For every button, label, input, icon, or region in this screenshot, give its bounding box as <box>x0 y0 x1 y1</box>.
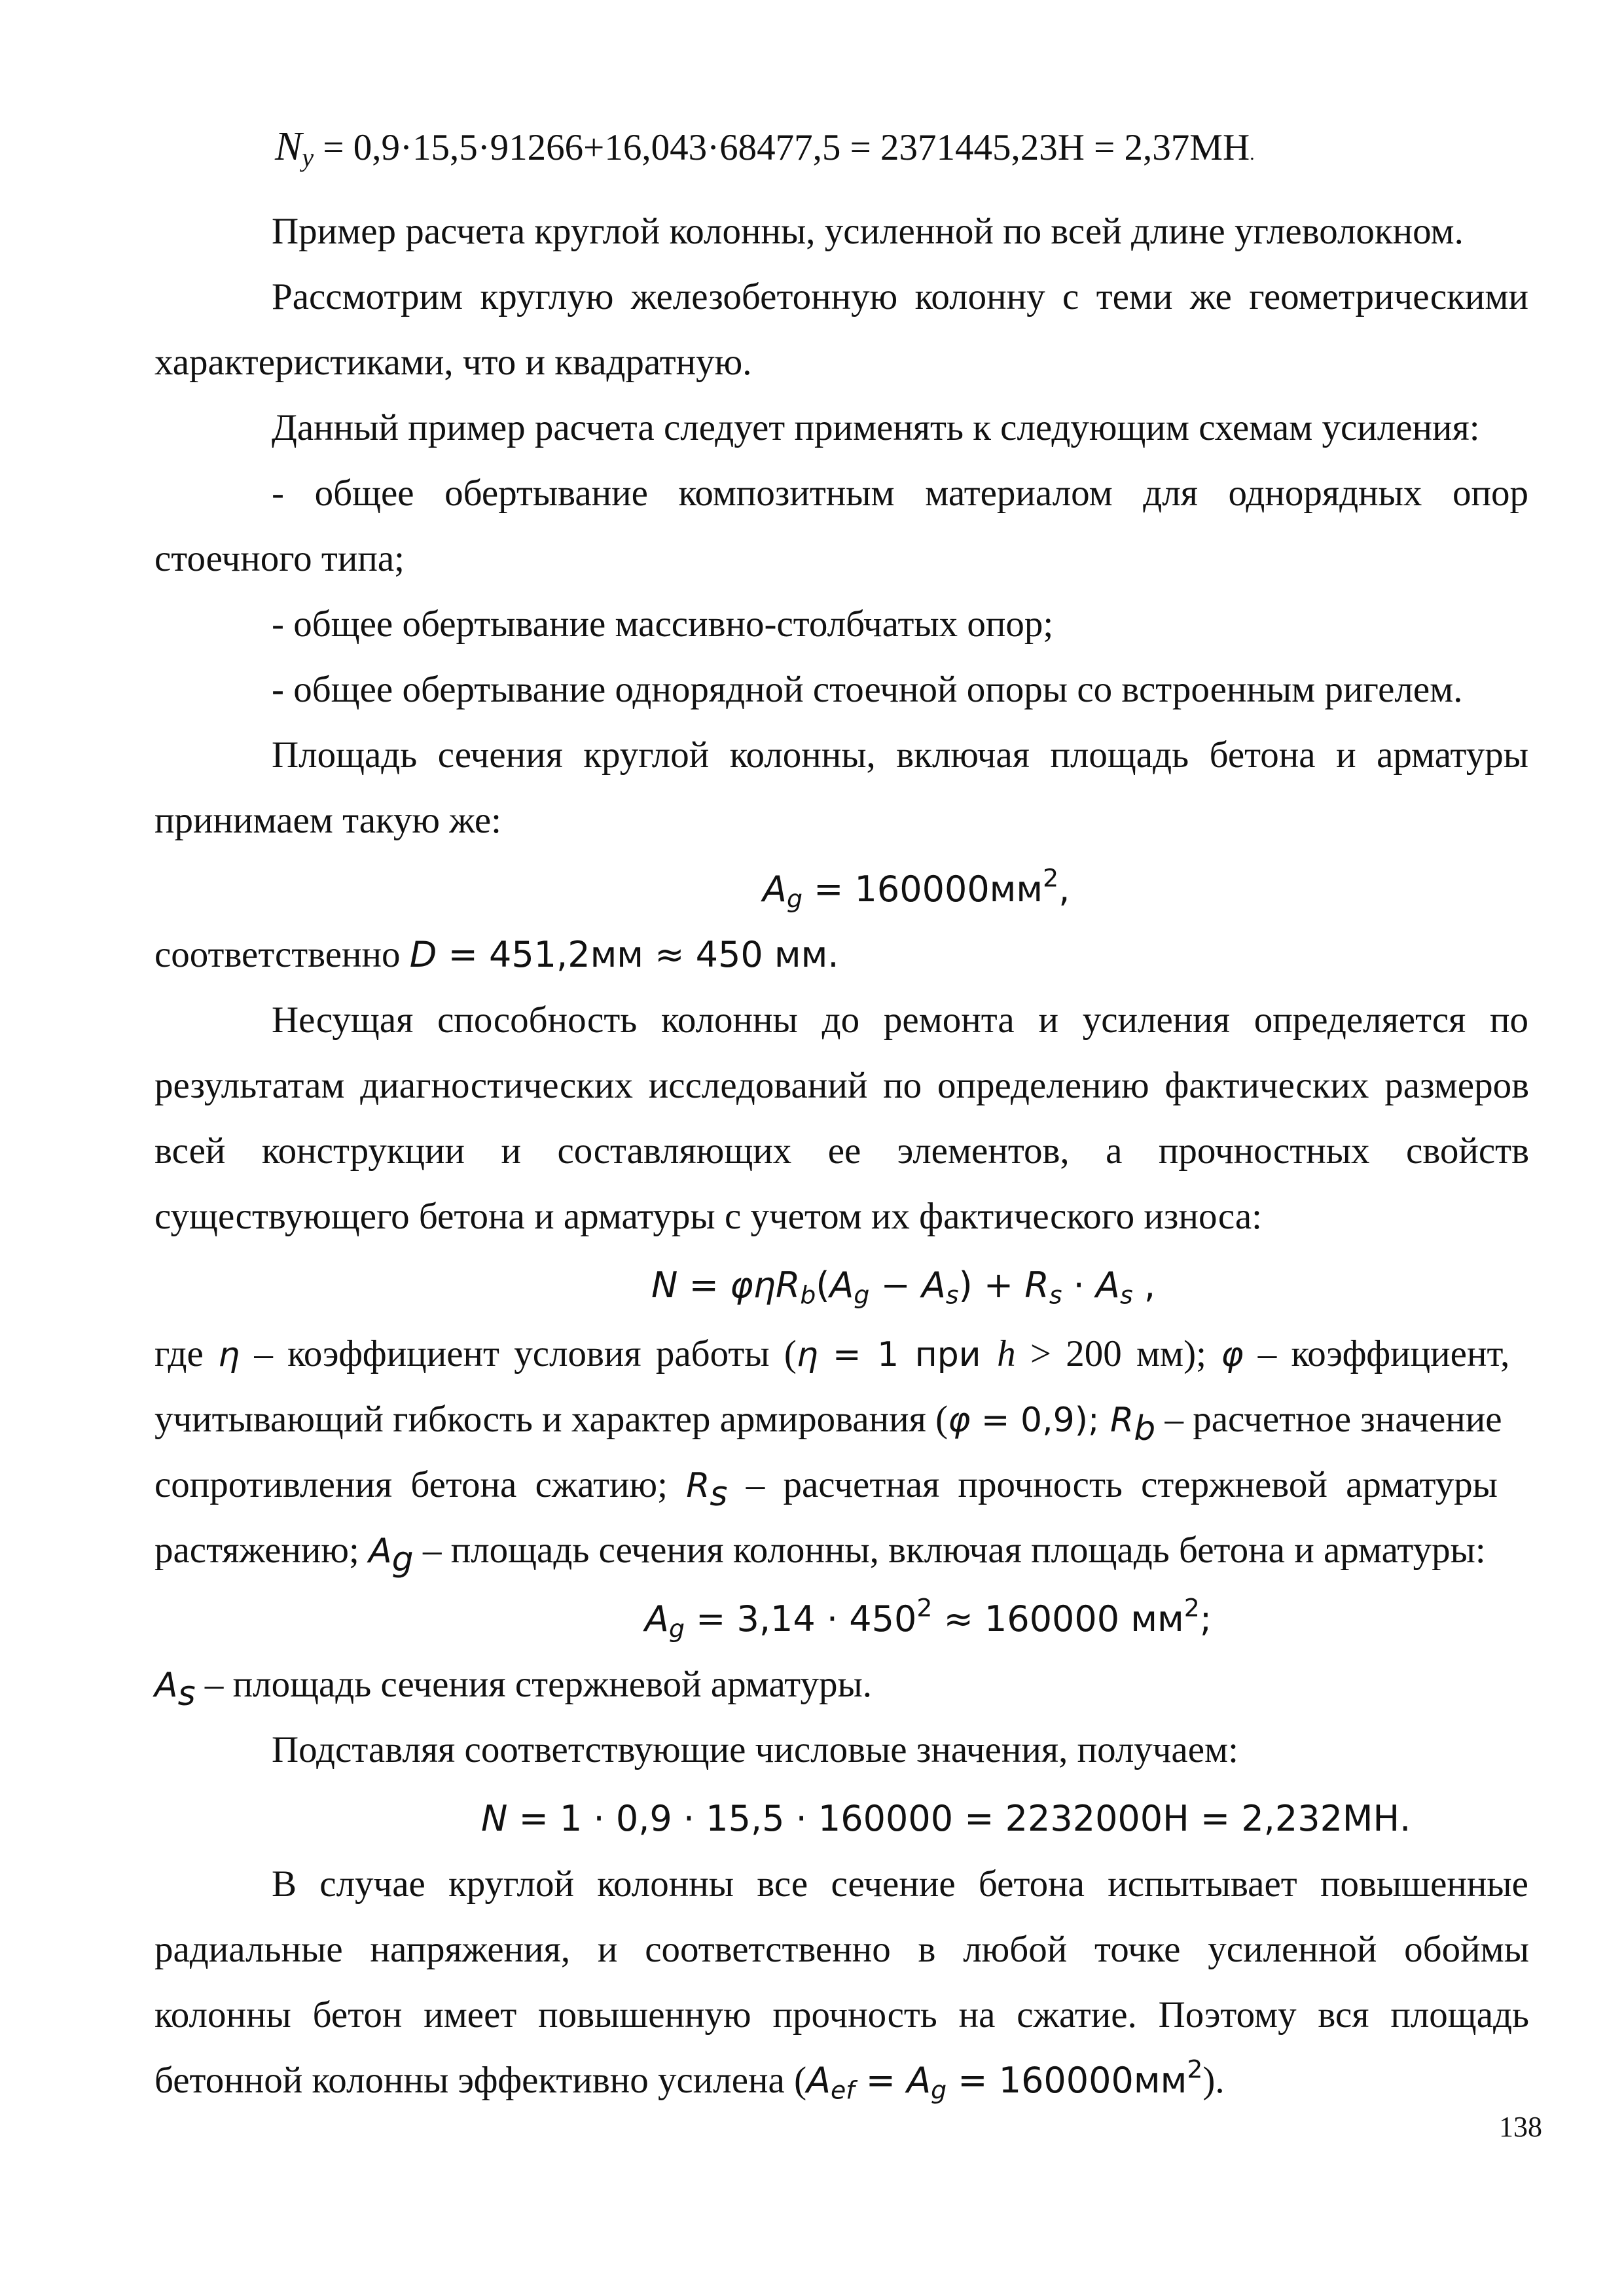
paragraph-4-line-4: существующего бетона и арматуры с учетом их фактического износа: <box>154 1196 1262 1237</box>
section-heading: Пример расчета круглой колонны, усиленной по всей длине углеволокном. <box>272 211 1464 252</box>
formula-ny: $N_y = 0,9\cdot 15,5\cdot 91266+16,043\cdot 68477,5 = 2371445,23Н = 2,37МН$. <box>275 124 1255 172</box>
formula-ag-calc: $A_g = 3,14 \cdot 450^2 \approx 160000$ $мм^2$; <box>645 1593 1212 1643</box>
paragraph-2: Данный пример расчета следует применять к следующим схемам усиления: <box>272 407 1480 448</box>
formula-n-general: $N = \varphi\eta R_b(A_g - A_s) + R_s \cdot A_s$ , <box>651 1265 1156 1310</box>
where-line-1: где η – коэффициент условия работы (η = 1 при h > 200 мм); φ – коэффициент, <box>154 1333 1510 1374</box>
formula-ag: $A_g = 160000мм^2$, <box>763 863 1070 914</box>
paragraph-1-line-1: Рассмотрим круглую железобетонную колонну с теми же геометрическими <box>272 276 1528 317</box>
formula-n-calc: N = 1 · 0,9 · 15,5 · 160000 = 2232000Н = 2,232МН. <box>481 1798 1411 1839</box>
paragraph-6-line-1: В случае круглой колонны все сечение бетона испытывает повышенные <box>272 1863 1528 1905</box>
bullet-1-line-2: стоечного типа; <box>154 538 405 579</box>
paragraph-6-line-4: бетонной колонны эффективно усилена $(A_{ef} = A_g = 160000мм^2)$. <box>154 2054 1225 2105</box>
paragraph-4-line-1: Несущая способность колонны до ремонта и усиления определяется по <box>272 999 1528 1041</box>
paragraph-5: Подставляя соответствующие числовые значения, получаем: <box>272 1729 1238 1770</box>
paragraph-4-line-3: всей конструкции и составляющих ее элементов, а прочностных свойств <box>154 1130 1529 1172</box>
diameter-line: соответственно D = 451,2мм ≈ 450 мм. <box>154 934 839 975</box>
paragraph-6-line-2: радиальные напряжения, и соответственно в любой точке усиленной обоймы <box>154 1929 1529 1970</box>
where-line-3: сопротивления бетона сжатию; $R_s$ – расчетная прочность стержневой арматуры <box>154 1464 1498 1514</box>
as-definition: $A_s$ – площадь сечения стержневой арматуры. <box>154 1664 872 1713</box>
paragraph-1-line-2: характеристиками, что и квадратную. <box>154 342 752 383</box>
paragraph-4-line-2: результатам диагностических исследований по определению фактических размеров <box>154 1065 1529 1106</box>
where-line-4: растяжению; $A_g$ – площадь сечения колонны, включая площадь бетона и арматуры: <box>154 1530 1486 1579</box>
bullet-3: - общее обертывание однорядной стоечной опоры со встроенным ригелем. <box>272 669 1463 710</box>
bullet-2: - общее обертывание массивно-столбчатых опор; <box>272 603 1054 645</box>
bullet-1-line-1: - общее обертывание композитным материалом для однорядных опор <box>272 473 1528 514</box>
page-number: 138 <box>1499 2111 1542 2143</box>
paragraph-3-line-1: Площадь сечения круглой колонны, включая площадь бетона и арматуры <box>272 734 1528 776</box>
paragraph-3-line-2: принимаем такую же: <box>154 800 502 841</box>
where-line-2: учитывающий гибкость и характер армирования (φ = 0,9); $R_b$ – расчетное значение <box>154 1399 1502 1448</box>
paragraph-6-line-3: колонны бетон имеет повышенную прочность на сжатие. Поэтому вся площадь <box>154 1994 1529 2036</box>
